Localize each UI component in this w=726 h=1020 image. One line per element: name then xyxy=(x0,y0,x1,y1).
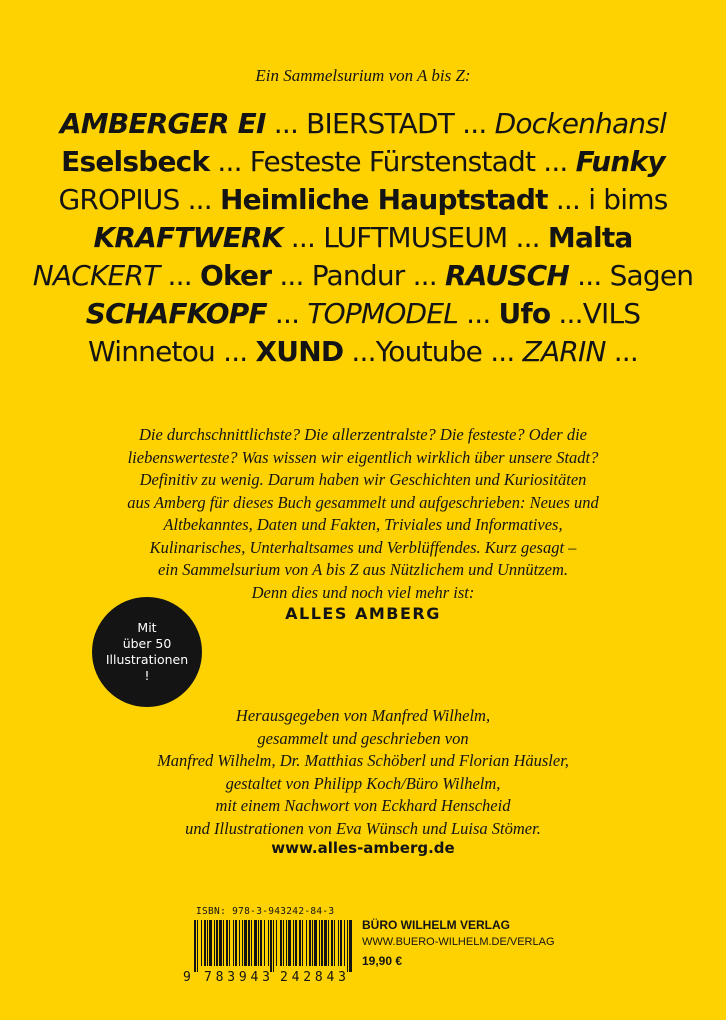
barcode-first-digit: 9 xyxy=(183,970,191,982)
brand-title: ALLES AMBERG xyxy=(285,604,441,623)
barcode-bar xyxy=(299,920,301,966)
blurb-line: Denn dies und noch viel mehr ist: xyxy=(251,582,475,602)
price: 19,90 € xyxy=(362,954,403,968)
az-term: ...VILS xyxy=(550,297,641,330)
publisher-url[interactable]: WWW.BUERO-WILHELM.DE/VERLAG xyxy=(362,936,555,948)
barcode-bar xyxy=(334,920,335,966)
az-line-5 xyxy=(0,257,726,295)
az-term: ...Youtube ... xyxy=(343,335,523,368)
az-term: ... LUFTMUSEUM ... xyxy=(282,221,548,254)
az-term: TOPMODEL xyxy=(307,297,459,330)
barcode-bar xyxy=(319,920,320,966)
a-to-z-list xyxy=(0,105,726,371)
barcode-bar xyxy=(340,920,342,966)
az-line-2 xyxy=(0,143,726,181)
az-term: NACKERT xyxy=(32,259,160,292)
az-term: Funky xyxy=(575,145,665,178)
az-term: ... xyxy=(458,297,499,330)
credits-line: Manfred Wilhelm, Dr. Matthias Schöberl und Florian Häusler, xyxy=(157,751,569,770)
az-term: Heimliche Hauptstadt xyxy=(219,183,548,216)
az-term: ... i bims xyxy=(547,183,668,216)
barcode-bar xyxy=(214,920,215,966)
website-link[interactable]: www.alles-amberg.de xyxy=(271,839,455,857)
barcode-bar xyxy=(254,920,257,966)
az-term: Oker xyxy=(199,259,272,292)
publisher-name: BÜRO WILHELM VERLAG xyxy=(362,918,510,932)
barcode-bar xyxy=(349,920,352,972)
barcode-bar xyxy=(276,920,277,966)
barcode-bar xyxy=(244,920,247,966)
az-term: ZARIN xyxy=(522,335,606,368)
barcode-bar xyxy=(264,920,265,966)
az-term: ... Pandur ... xyxy=(271,259,445,292)
barcode-bar xyxy=(219,920,222,966)
blurb-line: aus Amberg für dieses Buch gesammelt und aufgeschrieben: Neues und xyxy=(127,492,599,512)
az-term: Dockenhansl xyxy=(494,107,667,140)
barcode-bar xyxy=(288,920,291,966)
barcode-bar xyxy=(207,920,208,966)
barcode-left-digits: 783943 xyxy=(204,970,270,982)
barcode-bar xyxy=(235,920,237,966)
badge-line: ! xyxy=(144,668,150,683)
barcode-bar xyxy=(328,920,329,966)
intro-line: Ein Sammelsurium von A bis Z: xyxy=(255,66,471,85)
az-term: Ufo xyxy=(498,297,551,330)
barcode-bar xyxy=(197,920,198,972)
barcode-bar xyxy=(344,920,345,966)
barcode-bar xyxy=(239,920,240,966)
az-term: GROPIUS ... xyxy=(58,183,220,216)
illustrations-badge xyxy=(92,597,202,707)
barcode-bar xyxy=(268,920,269,966)
barcode-bar xyxy=(312,920,313,966)
publisher-block xyxy=(362,917,555,970)
az-term: ... xyxy=(159,259,200,292)
barcode xyxy=(182,920,354,982)
az-term: ... BIERSTADT ... xyxy=(265,107,495,140)
barcode-bar xyxy=(216,920,218,966)
barcode-bar xyxy=(204,920,206,966)
blurb-line: Die durchschnittlichste? Die allerzentralste? Die festeste? Oder die xyxy=(138,425,587,444)
barcode-bar xyxy=(293,920,294,966)
barcode-right-digits: 242843 xyxy=(280,970,346,982)
az-term: ... Sagen xyxy=(569,259,694,292)
az-line-7 xyxy=(0,333,726,371)
credits-line: Herausgegeben von Manfred Wilhelm, xyxy=(235,706,491,725)
barcode-bar xyxy=(309,920,311,966)
az-term: RAUSCH xyxy=(445,259,570,292)
credits-line: und Illustrationen von Eva Wünsch und Luisa Stömer. xyxy=(185,818,541,838)
barcode-bar xyxy=(223,920,224,966)
barcode-bar xyxy=(251,920,252,966)
barcode-bar xyxy=(280,920,282,966)
barcode-bar xyxy=(283,920,284,966)
barcode-bar xyxy=(286,920,287,966)
barcode-bar xyxy=(331,920,333,966)
az-term: KRAFTWERK xyxy=(93,221,283,254)
credits-line: mit einem Nachwort von Eckhard Henscheid xyxy=(215,796,511,815)
barcode-bar xyxy=(321,920,323,966)
barcode-bar xyxy=(273,920,274,972)
barcode-bar xyxy=(306,920,307,966)
blurb-line: Kulinarisches, Unterhaltsames und Verblüffendes. Kurz gesagt – xyxy=(149,537,577,557)
barcode-bar xyxy=(209,920,212,966)
barcode-bar xyxy=(295,920,297,966)
credits xyxy=(0,705,726,840)
barcode-bar xyxy=(314,920,317,966)
barcode-bar xyxy=(258,920,259,966)
az-term: ... xyxy=(605,335,639,368)
az-term: Malta xyxy=(547,221,633,254)
blurb-line: ein Sammelsurium von A bis Z aus Nützlichem und Unnützem. xyxy=(157,560,569,579)
blurb-line: Altbekanntes, Daten und Fakten, Triviales und Informatives, xyxy=(163,515,563,534)
isbn-label: ISBN: 978-3-943242-84-3 xyxy=(196,906,335,917)
barcode-bar xyxy=(270,920,272,972)
barcode-bar xyxy=(338,920,339,966)
az-line-1 xyxy=(0,105,726,143)
az-term: Eselsbeck xyxy=(61,145,210,178)
blurb-line: Definitiv zu wenig. Darum haben wir Geschichten und Kuriositäten xyxy=(139,470,587,489)
blurb-line: liebenswerteste? Was wissen wir eigentlich wirklich über unsere Stadt? xyxy=(127,447,599,467)
az-term: SCHAFKOPF xyxy=(85,297,267,330)
az-line-4 xyxy=(0,219,726,257)
blurb-paragraph xyxy=(0,424,726,604)
az-term: Winnetou ... xyxy=(87,335,256,368)
badge-line: Mit xyxy=(137,620,157,635)
credits-line: gestaltet von Philipp Koch/Büro Wilhelm, xyxy=(225,773,501,793)
credits-line: gesammelt und geschrieben von xyxy=(257,728,469,748)
badge-line: über 50 xyxy=(122,636,172,651)
barcode-bar xyxy=(302,920,303,966)
barcode-bars xyxy=(194,920,352,972)
az-term: ... Festeste Fürstenstadt ... xyxy=(209,145,576,178)
az-term: AMBERGER EI xyxy=(59,107,266,140)
barcode-bar xyxy=(201,920,202,966)
barcode-bar xyxy=(248,920,250,966)
az-line-6 xyxy=(0,295,726,333)
barcode-bar xyxy=(324,920,327,966)
barcode-bar xyxy=(260,920,262,966)
badge-line: Illustrationen xyxy=(105,652,189,667)
az-term: ... xyxy=(266,297,308,330)
barcode-bar xyxy=(229,920,230,966)
barcode-bar xyxy=(194,920,196,972)
barcode-bar xyxy=(347,920,348,972)
barcode-bar xyxy=(226,920,228,966)
barcode-bar xyxy=(242,920,243,966)
barcode-bar xyxy=(233,920,234,966)
az-term: XUND xyxy=(255,335,344,368)
az-line-3 xyxy=(0,181,726,219)
